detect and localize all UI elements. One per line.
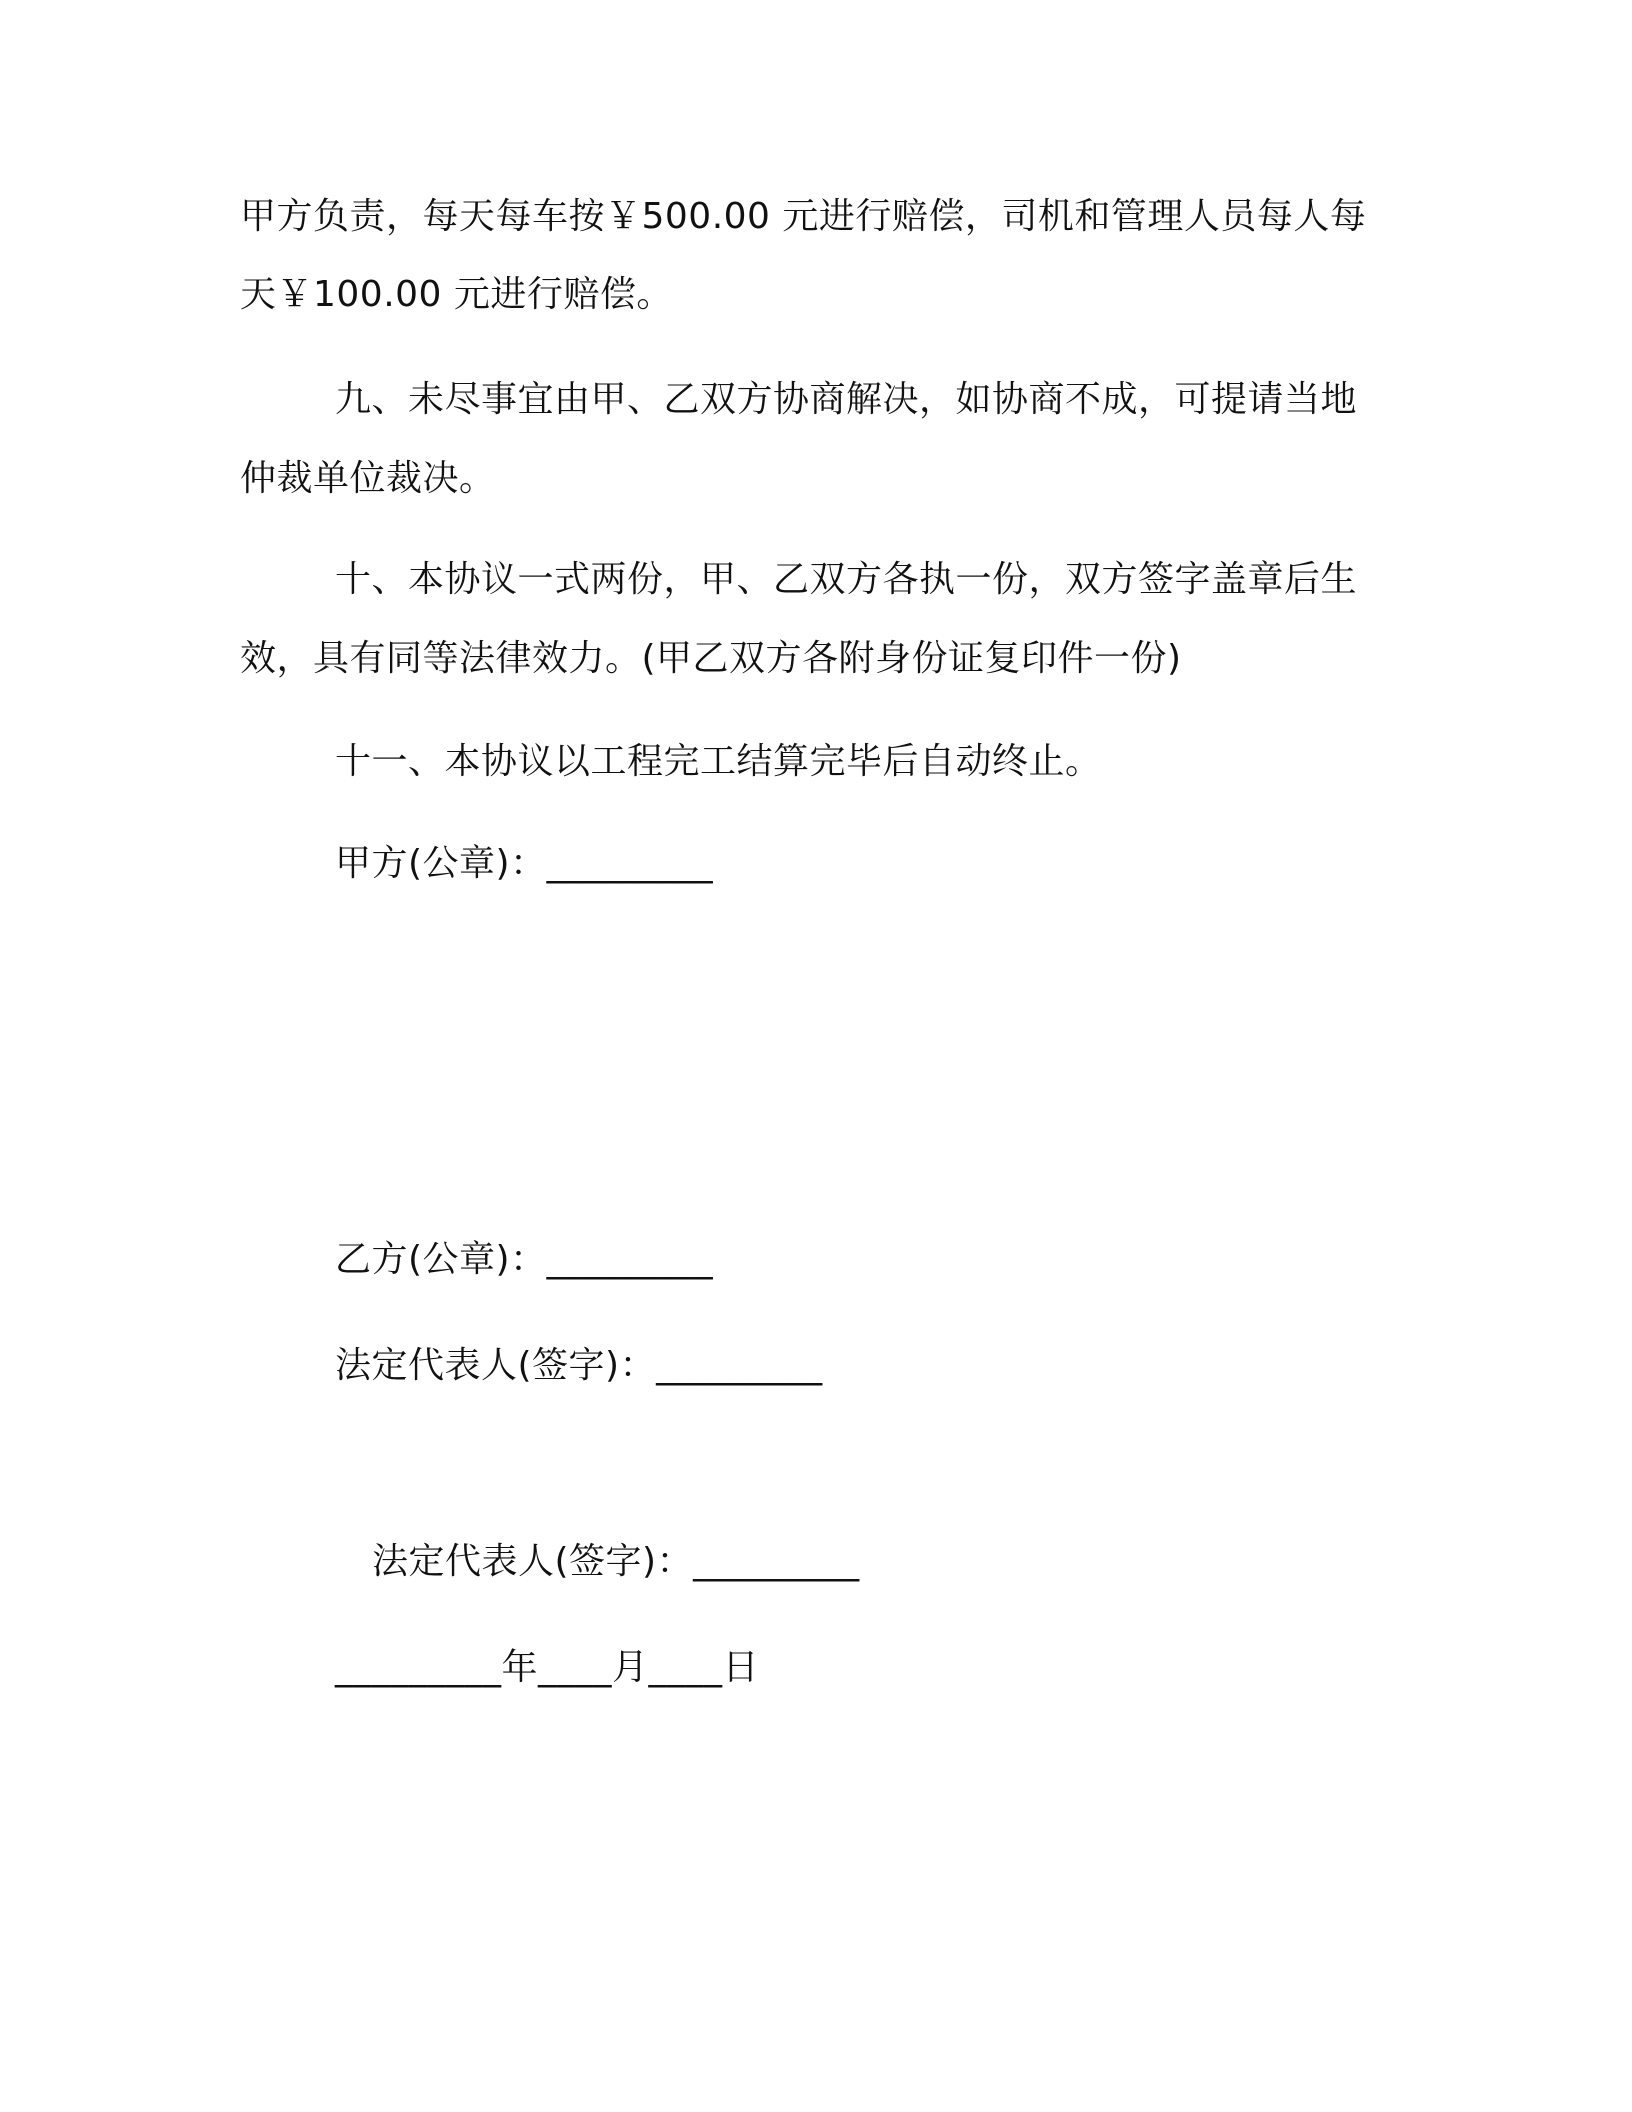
legal-representative-signature-field-2: 法定代表人(签字)：_________ [372,1541,860,1582]
clause-nine-line-2: 仲裁单位裁决。 [240,458,496,499]
paragraph-line-compensation-2: 天￥100.00 元进行赔偿。 [240,274,673,315]
paragraph-line-compensation-1: 甲方负责，每天每车按￥500.00 元进行赔偿，司机和管理人员每人每 [240,196,1367,237]
signing-date-field: _________年____月____日 [335,1647,759,1688]
legal-representative-signature-field: 法定代表人(签字)：_________ [335,1345,823,1386]
party-b-seal-field: 乙方(公章)：_________ [335,1239,714,1280]
party-a-seal-field: 甲方(公章)：_________ [335,843,714,884]
clause-ten-line-2: 效，具有同等法律效力。(甲乙双方各附身份证复印件一份) [240,638,1182,679]
clause-eleven: 十一、本协议以工程完工结算完毕后自动终止。 [335,741,1102,782]
clause-ten-line-1: 十、本协议一式两份，甲、乙双方各执一份，双方签字盖章后生 [335,559,1358,600]
clause-nine-line-1: 九、未尽事宜由甲、乙双方协商解决，如协商不成，可提请当地 [335,379,1358,420]
